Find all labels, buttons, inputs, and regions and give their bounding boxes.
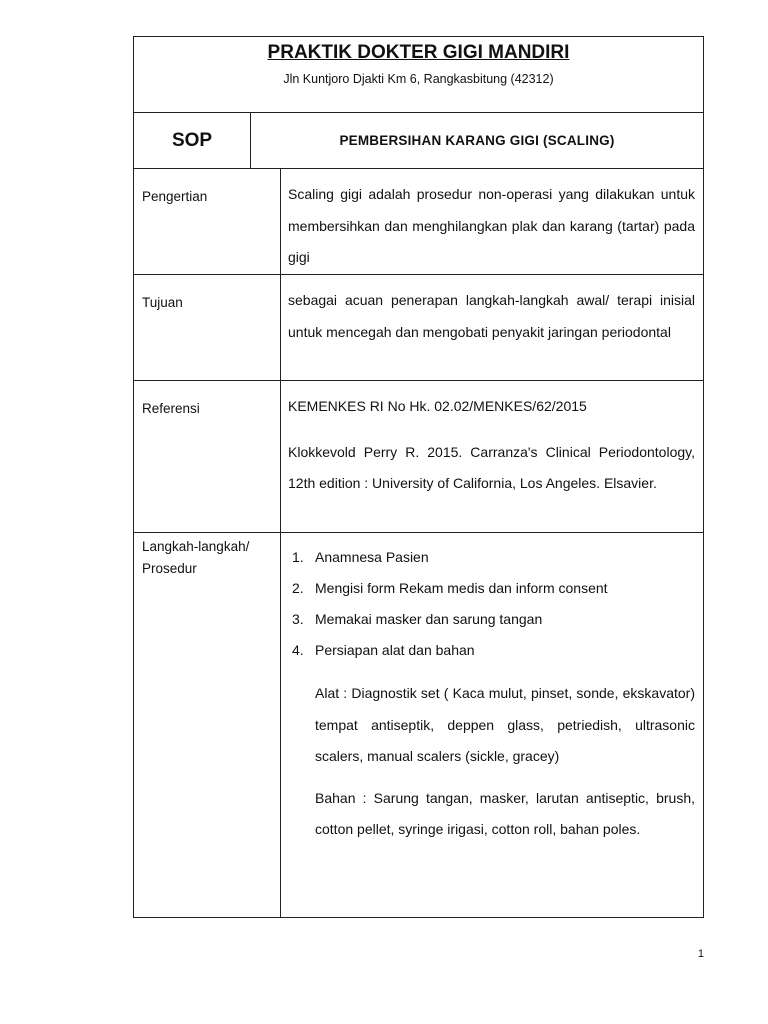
step-text: Anamnesa Pasien bbox=[315, 549, 429, 565]
reference-row bbox=[134, 381, 703, 533]
reference-item: Klokkevold Perry R. 2015. Carranza's Clinical Periodontology, 12th edition : University of California, Los Angeles. Elsavier. bbox=[288, 443, 695, 491]
reference-item: KEMENKES RI No Hk. 02.02/MENKES/62/2015 bbox=[288, 398, 587, 414]
goal-label: Tujuan bbox=[134, 275, 281, 380]
goal-row bbox=[134, 275, 703, 381]
step-text: Memakai masker dan sarung tangan bbox=[315, 611, 543, 627]
step-number: 1. bbox=[292, 549, 304, 565]
step-number: 4. bbox=[292, 642, 304, 658]
sop-label: SOP bbox=[134, 113, 251, 168]
list-item bbox=[288, 635, 695, 666]
sop-document bbox=[133, 36, 704, 918]
step-number: 2. bbox=[292, 580, 304, 596]
definition-label: Pengertian bbox=[134, 169, 281, 274]
page-number: 1 bbox=[697, 948, 704, 960]
sop-title-row bbox=[134, 113, 703, 169]
goal-text: sebagai acuan penerapan langkah-langkah awal/ terapi inisial untuk mencegah dan mengobati penyakit jaringan periodontal bbox=[288, 292, 695, 340]
procedure-body bbox=[281, 533, 703, 917]
step-text: Mengisi form Rekam medis dan inform consent bbox=[315, 580, 608, 596]
clinic-name: PRAKTIK DOKTER GIGI MANDIRI bbox=[267, 42, 570, 63]
list-item bbox=[288, 573, 695, 604]
list-item bbox=[288, 604, 695, 635]
procedure-label: Langkah-langkah/ Prosedur bbox=[134, 533, 281, 917]
procedure-steps bbox=[288, 542, 695, 666]
definition-text: Scaling gigi adalah prosedur non-operasi yang dilakukan untuk membersihkan dan menghilangkan plak dan karang (tartar) pada gigi bbox=[288, 186, 695, 265]
sop-title: PEMBERSIHAN KARANG GIGI (SCALING) bbox=[339, 133, 615, 148]
tools-paragraph: Alat : Diagnostik set ( Kaca mulut, pinset, sonde, ekskavator) tempat antiseptik, deppen glass, petriedish, ultrasonic scalers, manual scalers (sickle, gracey) bbox=[315, 685, 695, 764]
list-item bbox=[288, 542, 695, 573]
materials-paragraph: Bahan : Sarung tangan, masker, larutan antiseptic, brush, cotton pellet, syringe irigasi, cotton roll, bahan poles. bbox=[315, 789, 695, 837]
document-header bbox=[134, 37, 703, 113]
reference-list bbox=[281, 381, 703, 532]
procedure-row bbox=[134, 533, 703, 917]
step-number: 3. bbox=[292, 611, 304, 627]
clinic-address: Jln Kuntjoro Djakti Km 6, Rangkasbitung (42312) bbox=[283, 72, 554, 86]
step-text: Persiapan alat dan bahan bbox=[315, 642, 475, 658]
reference-label: Referensi bbox=[134, 381, 281, 532]
definition-row bbox=[134, 169, 703, 275]
